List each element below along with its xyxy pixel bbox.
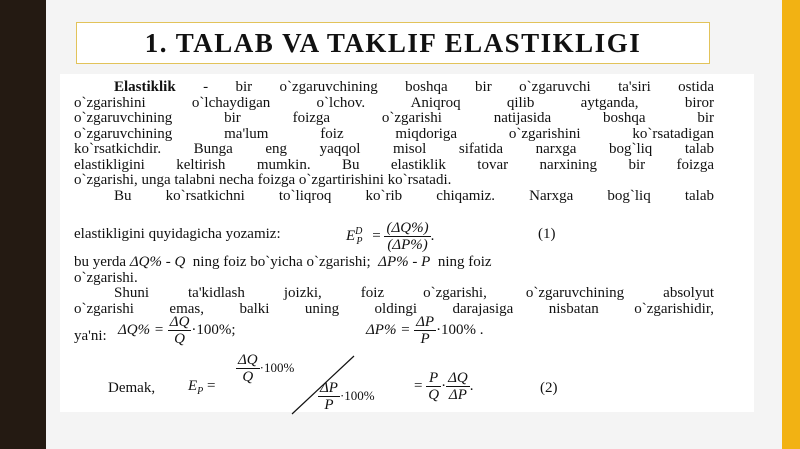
eq-dq-percent xyxy=(118,314,236,347)
p3-dp: ΔP% xyxy=(378,254,409,270)
right-accent-bar xyxy=(782,0,800,449)
slide-title-box xyxy=(76,22,710,64)
p1-line-5: ko`rsatkichdir. Bunga eng yaqqol misol sifatida narxga bog`liq talab xyxy=(74,141,714,157)
eq2-top-frac xyxy=(236,352,260,385)
left-decorative-bar xyxy=(0,0,46,449)
eq2-rhs xyxy=(414,370,473,403)
p2-line-1: Bu ko`rsatkichni to`liqroq ko`rib chiqamiz. Narxga bog`liq talab xyxy=(114,187,714,204)
eq2-r1-frac xyxy=(426,370,441,403)
term-elastiklik: Elastiklik xyxy=(114,79,176,95)
eq2-top xyxy=(236,352,294,385)
p3-q: Q xyxy=(174,254,186,270)
eq2-bot-tail: ·100% xyxy=(339,387,375,403)
p3-start: bu yerda xyxy=(74,254,127,270)
p3-end: ning foiz xyxy=(437,254,492,270)
p1-line-4: o`zgaruvchining ma'lum foiz miqdoriga o`zgarishini ko`rsatadigan xyxy=(74,125,714,142)
p3-dash: - xyxy=(165,254,171,270)
eqa-fraction xyxy=(168,314,192,347)
eq2-top-tail: ·100% xyxy=(259,359,295,375)
eq2-label: (2) xyxy=(540,380,558,396)
eq2-e: E xyxy=(188,378,198,394)
eq1-label: (1) xyxy=(538,226,556,242)
eq2-top-num: ΔQ xyxy=(238,352,258,368)
eq1-fraction xyxy=(384,220,430,253)
eq1-e: E xyxy=(346,227,356,244)
document-image xyxy=(60,74,754,412)
p3-dash2: - xyxy=(412,254,418,270)
slide xyxy=(46,0,782,449)
eq2-r1-den: Q xyxy=(428,387,440,403)
eqb-num: ΔP xyxy=(416,314,435,330)
eq2-r2-frac xyxy=(446,370,470,403)
p3-line-2: o`zgarishi. xyxy=(74,270,138,286)
eq1-dot: . xyxy=(430,227,435,244)
p1-line-7: o`zgarishi, unga talabni necha foizga o`zgartirishini ko`rsatadi. xyxy=(74,172,452,188)
p4 xyxy=(74,285,714,316)
eq1 xyxy=(346,220,434,253)
eq2-r2-num: ΔQ xyxy=(448,370,468,386)
slide-title: 1. TALAB VA TAKLIF ELASTIKLIGI xyxy=(144,27,642,58)
eq2-r1-num: P xyxy=(426,370,441,387)
p2-line-2: elastikligini quyidagicha yozamiz: xyxy=(74,226,281,242)
eq1-equals: = xyxy=(372,227,381,244)
eq1-sup: D xyxy=(355,225,363,237)
p4-line-2: o`zgarishi emas, balki uning oldingi darajasiga nisbatan o`zgarishidir, xyxy=(74,300,714,317)
p1-line-3: o`zgaruvchining bir foizga o`zgarishi natijasida boshqa bir xyxy=(74,110,714,126)
p1-line-6: elastikligini keltirish mumkin. Bu elastiklik tovar narxining bir foizga xyxy=(74,156,714,173)
p3-line-1 xyxy=(74,254,492,271)
eqb-den: P xyxy=(420,331,430,347)
eqa-tail: ·100%; xyxy=(191,321,236,338)
eqa-lhs: ΔQ% = xyxy=(118,321,165,338)
eq2-bot-den: P xyxy=(324,397,334,413)
document-text xyxy=(74,80,714,204)
eq2-bottom xyxy=(318,380,375,413)
eq2-bot-frac xyxy=(318,380,340,413)
eq1-num: (ΔQ%) xyxy=(386,220,429,236)
p5-demak: Demak, xyxy=(108,380,156,396)
eq2-top-den: Q xyxy=(242,369,254,385)
eq1-den: (ΔP%) xyxy=(387,237,428,253)
eqb-lhs: ΔP% = xyxy=(366,321,411,338)
p1-line-1 xyxy=(74,80,714,96)
eq2-r2-den: ΔP xyxy=(448,387,467,403)
eq2-sub: P xyxy=(197,386,204,397)
eq2-bot-num: ΔP xyxy=(320,380,338,396)
p1-text-1: - bir o`zgaruvchining boshqa bir o`zgaruvchi ta'siri ostida xyxy=(203,79,715,95)
eqb-tail: ·100% . xyxy=(436,321,484,338)
eq2-equals-2: = xyxy=(414,377,423,394)
eq2-dot: . xyxy=(469,377,474,394)
eq-dp-percent xyxy=(366,314,484,347)
eq1-sub: P xyxy=(356,235,363,247)
p4-yani: ya'ni: xyxy=(74,328,107,344)
eqb-fraction xyxy=(414,314,436,347)
p3-mid: ning foiz bo`yicha o`zgarishi; xyxy=(192,254,371,270)
p3-dq: ΔQ% xyxy=(129,254,162,270)
p1-line-2: o`zgarishini o`lchaydigan o`lchov. Aniqroq qilib aytganda, biror xyxy=(74,94,714,111)
eq2-mul: · xyxy=(441,377,447,394)
p3-p: P xyxy=(421,254,431,270)
p4-line-1: Shuni ta'kidlash joizki, foiz o`zgarishi, o`zgaruvchining absolyut xyxy=(114,285,714,301)
eq2-equals: = xyxy=(207,378,216,394)
eqa-den: Q xyxy=(174,331,185,347)
eq2-lhs xyxy=(188,378,216,395)
eqa-num: ΔQ xyxy=(169,314,190,330)
